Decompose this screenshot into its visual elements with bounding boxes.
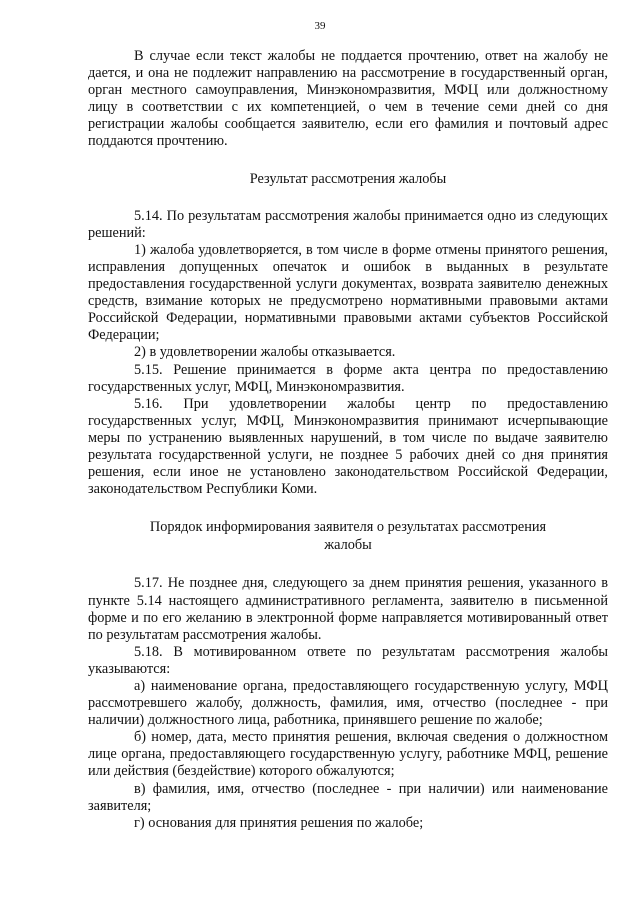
section-heading-inform bbox=[88, 519, 608, 554]
list-item-b: б) номер, дата, место принятия решения, включая сведения о должностном лице органа, предоставляющего государственную услугу, работнике МФЦ, решение или действия (бездействие) которого обжалуются; bbox=[88, 729, 608, 780]
section-heading-result: Результат рассмотрения жалобы bbox=[249, 170, 447, 187]
paragraph-5-15: 5.15. Решение принимается в форме акта центра по предоставлению государственных услуг, МФЦ, Минэкономразвития. bbox=[88, 361, 608, 395]
paragraph-5-16: 5.16. При удовлетворении жалобы центр по предоставлению государственных услуг, МФЦ, Минэкономразвития принимают исчерпывающие меры по устранению выявленных нарушений, в том числе по выдаче заявителю результата государственной услуги, не позднее 5 рабочих дней со дня принятия решения, если иное не установлено законодательством Российской Федерации, законодательством Республики Коми. bbox=[88, 395, 608, 498]
page-number: 39 bbox=[314, 20, 326, 32]
list-item-1: 1) жалоба удовлетворяется, в том числе в форме отмены принятого решения, исправления допущенных опечаток и ошибок в выданных в результате предоставления государственной услуги документах, возврата заявителю денежных средств, взимание которых не предусмотрено нормативными правовыми актами Российской Федерации, нормативными правовыми актами субъектов Российской Федерации; bbox=[88, 241, 608, 344]
paragraph-5-14: 5.14. По результатам рассмотрения жалобы принимается одно из следующих решений: bbox=[88, 207, 608, 241]
list-item-a: а) наименование органа, предоставляющего государственную услугу, МФЦ рассмотревшего жалобу, должность, фамилия, имя, отчество (последнее - при наличии) должностного лица, работника, принявшего решение по жалобе; bbox=[88, 678, 608, 729]
list-item-g: г) основания для принятия решения по жалобе; bbox=[134, 814, 424, 831]
paragraph-5-17: 5.17. Не позднее дня, следующего за днем принятия решения, указанного в пункте 5.14 настоящего административного регламента, заявителю в письменной форме и по его желанию в электронной форме направляется мотивированный ответ по результатам рассмотрения жалобы. bbox=[88, 575, 608, 643]
paragraph-5-18: 5.18. В мотивированном ответе по результатам рассмотрения жалобы указываются: bbox=[88, 643, 608, 677]
list-item-2: 2) в удовлетворении жалобы отказывается. bbox=[134, 344, 396, 361]
document-body bbox=[88, 48, 608, 832]
section-heading-inform-line2: жалобы bbox=[324, 536, 372, 553]
section-heading-inform-line1: Порядок информирования заявителя о результатах рассмотрения bbox=[149, 519, 547, 536]
paragraph-unreadable-complaint: В случае если текст жалобы не поддается прочтению, ответ на жалобу не дается, и она не подлежит направлению на рассмотрение в государственный орган, орган местного самоуправления, Минэкономразвития, МФЦ или должностному лицу в соответствии с их компетенцией, о чем в течение семи дней со дня регистрации жалобы сообщается заявителю, если его фамилия и почтовый адрес поддаются прочтению. bbox=[88, 48, 608, 150]
list-item-v: в) фамилия, имя, отчество (последнее - при наличии) или наименование заявителя; bbox=[88, 780, 608, 814]
